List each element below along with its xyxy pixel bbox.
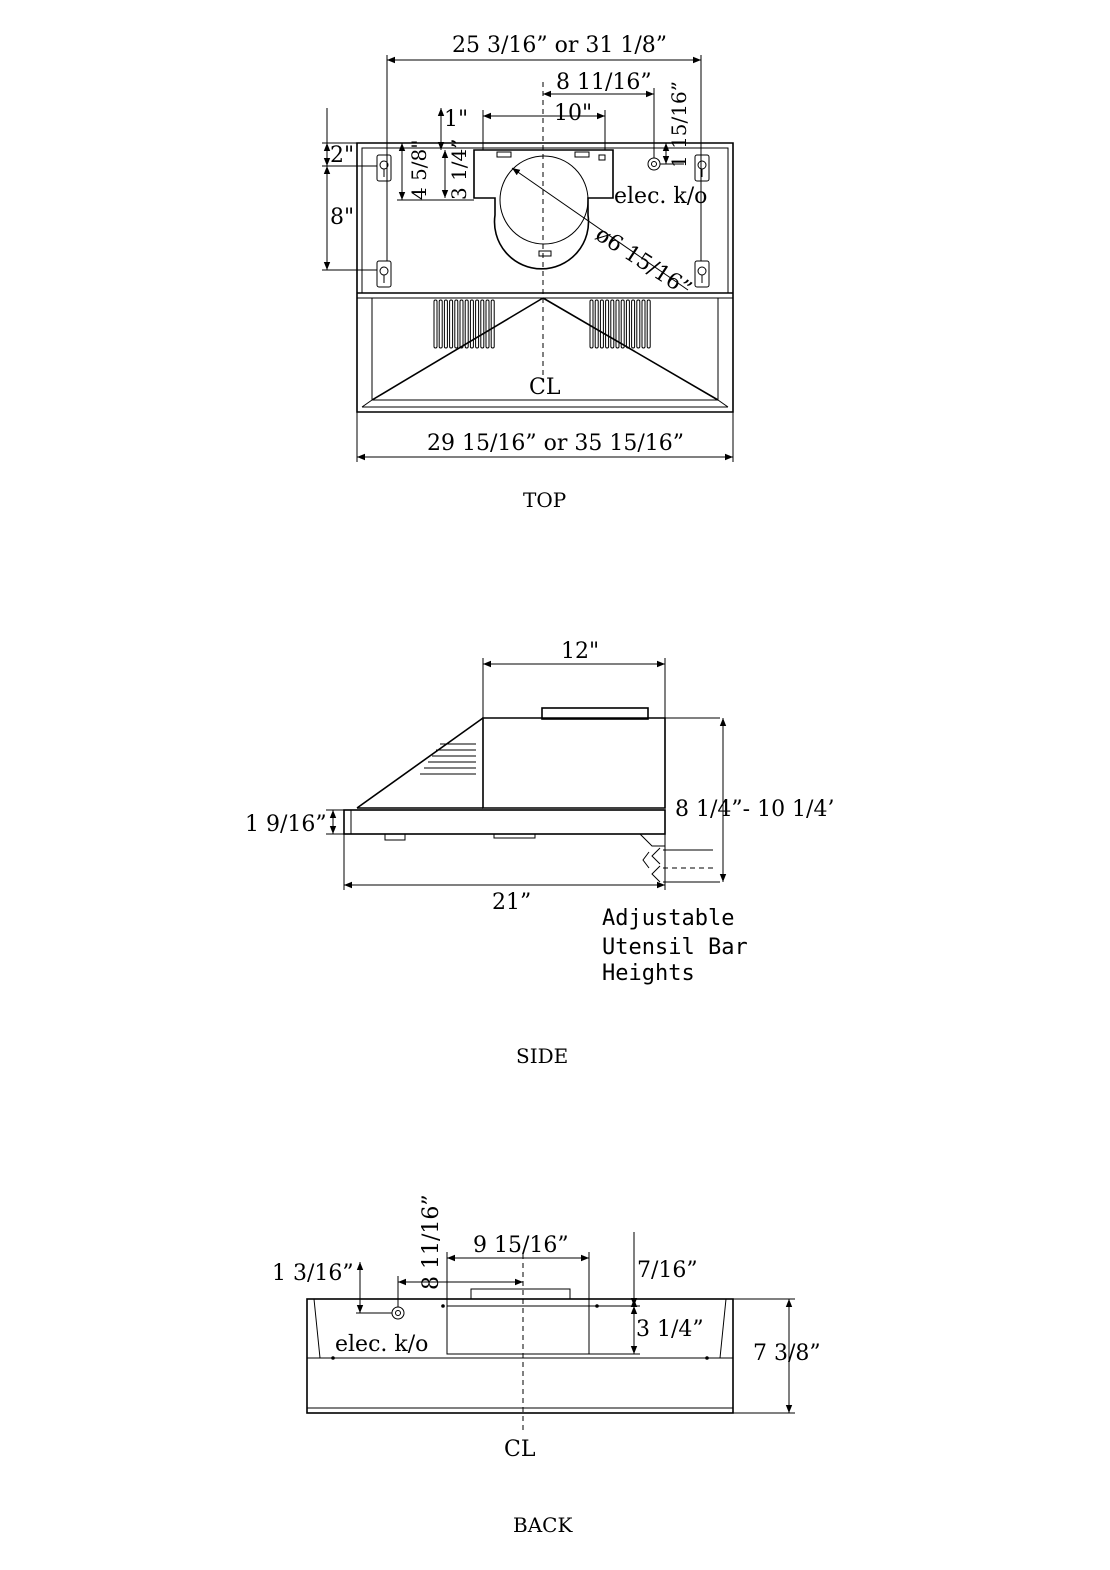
view-title-side: SIDE [516, 1044, 569, 1068]
dim-7-3-8-label: 7 3/8” [753, 1341, 821, 1366]
dim-side-depth-top [483, 639, 665, 718]
note-utensil-bar: Utensil Bar [602, 935, 748, 960]
dim-2in-8in [322, 108, 377, 270]
dim-1-15-16 [660, 81, 691, 168]
dim-side-height [665, 718, 834, 882]
dim-9-15-16 [447, 1233, 589, 1306]
dim-4-5-8-label: 4 5/8" [407, 139, 431, 200]
dim-front-lip-label: 1 9/16” [245, 812, 327, 837]
vent-slots-left [434, 300, 494, 348]
keyhole-slot-bottom-left [377, 261, 391, 287]
dim-side-depth-top-label: 12" [561, 639, 600, 664]
view-title-back: BACK [513, 1513, 573, 1537]
dim-7-3-8 [733, 1299, 821, 1413]
dim-3-1-4-top-label: 3 1/4” [447, 138, 471, 200]
dim-side-depth-bottom-label: 21” [492, 890, 532, 915]
side-vent-slots [420, 744, 476, 774]
dim-3-1-4-back-label: 3 1/4” [636, 1317, 704, 1342]
dim-duct-width-label: 10" [554, 101, 593, 126]
dim-1in-label: 1" [444, 107, 469, 132]
centerline-label-top: CL [529, 375, 561, 400]
view-title-top: TOP [523, 488, 567, 512]
dim-1-15-16-label: 1 15/16” [667, 81, 691, 168]
dim-overall-bottom-label: 29 15/16” or 35 15/16” [427, 431, 685, 456]
electrical-knockout [648, 158, 660, 170]
dim-round-duct-label: ø6 15/16” [590, 222, 696, 303]
electrical-knockout-back [392, 1307, 404, 1319]
dim-7-16-label: 7/16” [637, 1258, 698, 1283]
dim-2in-label: 2" [330, 143, 355, 168]
back-view [272, 1194, 821, 1537]
side-view [245, 639, 834, 1068]
dim-center-to-ko-label: 8 11/16” [556, 70, 652, 95]
centerline-label-back: CL [504, 1437, 536, 1462]
keyhole-slot-bottom-right [695, 261, 709, 287]
top-view [322, 33, 733, 512]
dim-3-1-4-back [589, 1306, 704, 1354]
note-heights: Heights [602, 961, 695, 986]
vent-slots-right [590, 300, 650, 348]
keyhole-slot-top-left [377, 155, 391, 181]
side-hood-outline [344, 708, 665, 846]
elec-ko-label-top: elec. k/o [614, 184, 708, 209]
dim-front-lip [245, 810, 344, 837]
dim-side-depth-bottom [344, 834, 665, 915]
dim-7-16 [589, 1232, 698, 1306]
elec-ko-label-back: elec. k/o [335, 1332, 429, 1357]
note-adjustable: Adjustable [602, 906, 735, 931]
utensil-bar-hooks [643, 848, 716, 882]
dim-overall-bottom [357, 412, 733, 462]
dim-1-3-16 [272, 1261, 392, 1313]
dim-overall-top-label: 25 3/16” or 31 1/8” [452, 33, 668, 58]
keyhole-slot-top-right [695, 155, 709, 181]
dim-8in-label: 8" [330, 205, 355, 230]
dim-9-15-16-label: 9 15/16” [473, 1233, 569, 1258]
dim-8-11-16-back-label: 8 11/16” [419, 1194, 444, 1290]
dim-3-1-4-top [445, 139, 471, 201]
dim-1-3-16-label: 1 3/16” [272, 1261, 354, 1286]
dim-side-height-label: 8 1/4”- 10 1/4’ [675, 797, 835, 822]
